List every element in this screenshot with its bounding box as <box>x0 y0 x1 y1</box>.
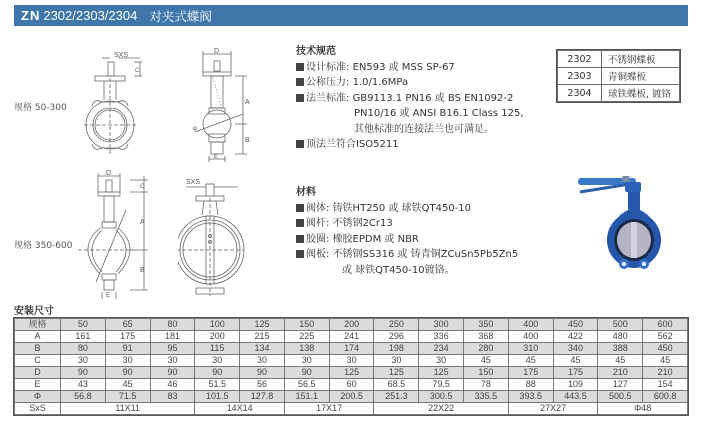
table-cell: 234 <box>419 343 464 355</box>
row-label: E <box>15 379 61 391</box>
table-cell: 422 <box>553 331 598 343</box>
spec-flange-continuation-2: 其他标准的连接法兰也可满足。 <box>354 123 494 135</box>
table-cell: 335.5 <box>464 391 509 403</box>
size-label-large: 规格 350-600 <box>14 241 73 251</box>
table-cell: 134 <box>240 343 285 355</box>
material-body: 阀体: 铸铁HT250 或 球铁QT450-10 <box>296 201 518 217</box>
table-cell: 200.5 <box>329 391 374 403</box>
table-cell: 450 <box>553 319 598 331</box>
bullet-icon <box>296 219 304 227</box>
variant-desc: 青铜蝶板 <box>602 68 680 85</box>
table-cell: 30 <box>374 355 419 367</box>
bullet-icon <box>296 250 304 258</box>
svg-text:SXS: SXS <box>186 179 201 186</box>
table-cell: 300 <box>419 319 464 331</box>
table-cell: 251.3 <box>374 391 419 403</box>
table-cell: 154 <box>643 379 688 391</box>
table-cell: 83 <box>150 391 195 403</box>
svg-text:D: D <box>214 48 220 55</box>
table-cell: 125 <box>329 367 374 379</box>
table-cell: 30 <box>195 355 240 367</box>
table-row-sxs <box>15 403 688 415</box>
spec-flange-standard: 法兰标准: GB9113.1 PN16 或 BS EN1092-2 <box>296 91 524 107</box>
large-valve-side-drawing <box>78 170 153 300</box>
table-cell: 30 <box>419 355 464 367</box>
svg-text:C: C <box>140 184 145 190</box>
table-cell: 400 <box>508 331 553 343</box>
size-label-small: 规格 50-300 <box>14 103 67 113</box>
table-cell: 300.5 <box>419 391 464 403</box>
table-cell: 500 <box>598 319 643 331</box>
table-cell: 30 <box>240 355 285 367</box>
table-cell: 181 <box>150 331 195 343</box>
table-cell: 80 <box>150 319 195 331</box>
table-row <box>15 343 688 355</box>
spec-nominal-pressure: 公称压力: 1.0/1.6MPa <box>296 75 524 91</box>
table-cell: 109 <box>553 379 598 391</box>
table-cell: 45 <box>464 355 509 367</box>
table-cell: 30 <box>329 355 374 367</box>
variant-code: 2304 <box>558 85 602 102</box>
dimensions-title: 安装尺寸 <box>14 306 54 317</box>
table-cell: 200 <box>329 319 374 331</box>
table-cell: 43 <box>61 379 106 391</box>
svg-text:φ: φ <box>193 126 197 132</box>
table-cell: 50 <box>61 319 106 331</box>
product-name: 对夹式蝶阀 <box>149 8 212 24</box>
table-cell: 600.8 <box>643 391 688 403</box>
row-label: Φ <box>15 391 61 403</box>
svg-text:E: E <box>214 154 219 160</box>
bullet-icon <box>296 78 304 86</box>
table-cell: 56 <box>240 379 285 391</box>
table-cell: 45 <box>508 355 553 367</box>
table-cell: 30 <box>284 355 329 367</box>
table-cell: 68.5 <box>374 379 419 391</box>
table-row <box>15 331 688 343</box>
variant-row <box>558 51 680 68</box>
table-cell: 45 <box>553 355 598 367</box>
table-cell: 174 <box>329 343 374 355</box>
table-cell: 65 <box>105 319 150 331</box>
row-label: C <box>15 355 61 367</box>
table-cell: 241 <box>329 331 374 343</box>
svg-text:B: B <box>245 137 250 144</box>
table-cell: 210 <box>598 367 643 379</box>
table-cell: 90 <box>150 367 195 379</box>
table-cell: 127 <box>598 379 643 391</box>
table-cell: 127.8 <box>240 391 285 403</box>
variant-row <box>558 68 680 85</box>
table-cell: 71.5 <box>105 391 150 403</box>
material-stem: 阀杆: 不锈钢2Cr13 <box>296 216 518 232</box>
table-cell: 450 <box>643 343 688 355</box>
svg-text:B: B <box>140 267 145 274</box>
table-cell: 100 <box>195 319 240 331</box>
table-cell: 138 <box>284 343 329 355</box>
table-cell: 150 <box>464 367 509 379</box>
variant-code: 2302 <box>558 51 602 68</box>
svg-text:C: C <box>135 68 140 74</box>
table-cell: 17X17 <box>284 403 374 415</box>
table-cell: 150 <box>284 319 329 331</box>
table-cell: 30 <box>105 355 150 367</box>
svg-text:A: A <box>140 219 145 226</box>
variant-desc: 球铁蝶板, 镀铬 <box>602 85 680 102</box>
bullet-icon <box>296 204 304 212</box>
variant-row <box>558 85 680 102</box>
table-cell: 90 <box>105 367 150 379</box>
table-cell: 90 <box>61 367 106 379</box>
bullet-icon <box>296 94 304 102</box>
table-cell: 200 <box>195 331 240 343</box>
table-cell: 80 <box>61 343 106 355</box>
variant-code: 2303 <box>558 68 602 85</box>
table-cell: 56.8 <box>61 391 106 403</box>
table-cell: 45 <box>105 379 150 391</box>
table-cell: 78 <box>464 379 509 391</box>
table-cell: 91 <box>105 343 150 355</box>
materials-heading: 材料 <box>296 187 316 198</box>
table-cell: 400 <box>508 319 553 331</box>
bullet-icon <box>296 140 304 148</box>
spec-top-flange: 顶法兰符合ISO5211 <box>296 137 524 153</box>
model-prefix: ZN <box>21 8 41 23</box>
spec-design-standard: 设计标准: EN593 或 MSS SP-67 <box>296 60 524 76</box>
table-header-row <box>15 319 688 331</box>
table-cell: 350 <box>464 319 509 331</box>
table-cell: 151.1 <box>284 391 329 403</box>
svg-text:E: E <box>106 293 111 299</box>
table-row <box>15 355 688 367</box>
table-cell: 90 <box>284 367 329 379</box>
model-numbers: 2302/2303/2304 <box>43 8 138 23</box>
variant-table <box>557 50 680 102</box>
bullet-icon <box>296 235 304 243</box>
material-disc: 阀板: 不锈钢SS316 或 铸青铜ZCuSn5Pb5Zn5 <box>296 247 518 263</box>
small-valve-side-drawing <box>185 48 260 163</box>
materials <box>296 185 518 278</box>
svg-text:D: D <box>106 170 112 177</box>
table-cell: 125 <box>419 367 464 379</box>
table-cell: 500.5 <box>598 391 643 403</box>
table-cell: 14X14 <box>195 403 285 415</box>
table-cell: 115 <box>195 343 240 355</box>
technical-specs <box>296 44 524 153</box>
table-cell: 60 <box>329 379 374 391</box>
table-cell: 250 <box>374 319 419 331</box>
table-cell: Φ48 <box>598 403 688 415</box>
row-label: 规格 <box>15 319 61 331</box>
table-cell: 175 <box>105 331 150 343</box>
bullet-icon <box>296 63 304 71</box>
table-cell: 368 <box>464 331 509 343</box>
table-cell: 296 <box>374 331 419 343</box>
table-cell: 90 <box>240 367 285 379</box>
specs-heading: 技术规范 <box>296 46 336 57</box>
table-cell: 280 <box>464 343 509 355</box>
svg-text:SXS: SXS <box>114 52 129 59</box>
table-cell: 225 <box>284 331 329 343</box>
table-cell: 443.5 <box>553 391 598 403</box>
table-cell: 56.5 <box>284 379 329 391</box>
table-cell: 161 <box>61 331 106 343</box>
table-cell: 51.5 <box>195 379 240 391</box>
table-cell: 336 <box>419 331 464 343</box>
table-cell: 90 <box>195 367 240 379</box>
table-cell: 600 <box>643 319 688 331</box>
variant-desc: 不锈钢蝶板 <box>602 51 680 68</box>
table-cell: 175 <box>553 367 598 379</box>
title-bar <box>14 5 688 26</box>
table-cell: 125 <box>240 319 285 331</box>
table-cell: 125 <box>374 367 419 379</box>
table-cell: 30 <box>61 355 106 367</box>
material-disc-continuation: 或 球铁QT450-10镀铬。 <box>342 264 455 276</box>
table-cell: 198 <box>374 343 419 355</box>
table-cell: 215 <box>240 331 285 343</box>
table-cell: 88 <box>508 379 553 391</box>
row-label: D <box>15 367 61 379</box>
table-cell: 45 <box>643 355 688 367</box>
table-cell: 11X11 <box>61 403 195 415</box>
table-cell: 22X22 <box>374 403 508 415</box>
svg-text:A: A <box>245 99 250 106</box>
table-cell: 27X27 <box>508 403 598 415</box>
table-cell: 480 <box>598 331 643 343</box>
material-seat: 胶圈: 橡胶EPDM 或 NBR <box>296 232 518 248</box>
table-cell: 79.5 <box>419 379 464 391</box>
table-cell: 101.5 <box>195 391 240 403</box>
table-cell: 175 <box>508 367 553 379</box>
table-cell: 210 <box>643 367 688 379</box>
table-cell: 45 <box>598 355 643 367</box>
table-cell: 310 <box>508 343 553 355</box>
row-label: SxS <box>15 403 61 415</box>
small-valve-front-drawing <box>80 48 155 158</box>
table-cell: 393.5 <box>508 391 553 403</box>
row-label: B <box>15 343 61 355</box>
table-cell: 46 <box>150 379 195 391</box>
large-valve-front-drawing <box>178 170 268 300</box>
table-row <box>15 379 688 391</box>
table-cell: 30 <box>150 355 195 367</box>
butterfly-valve-photo <box>570 170 680 280</box>
table-cell: 388 <box>598 343 643 355</box>
row-label: A <box>15 331 61 343</box>
table-cell: 95 <box>150 343 195 355</box>
dimensions-table <box>14 318 688 415</box>
table-row <box>15 367 688 379</box>
table-cell: 340 <box>553 343 598 355</box>
table-row <box>15 391 688 403</box>
spec-flange-continuation-1: PN10/16 或 ANSI B16.1 Class 125, <box>354 108 524 119</box>
table-cell: 562 <box>643 331 688 343</box>
